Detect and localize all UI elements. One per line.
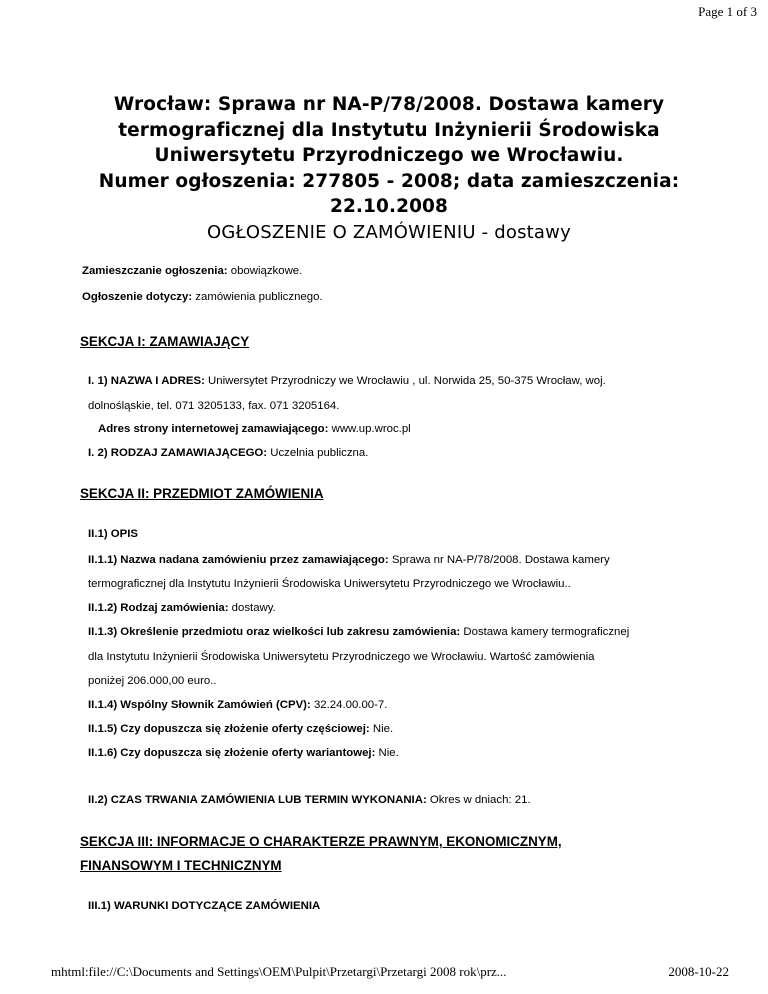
section-2-1-1: II.1.1) Nazwa nadana zamówieniu przez zamawiającego: Sprawa nr NA-P/78/2008. Dostawa kamery	[88, 554, 610, 566]
section-2-1-3-cont-2: poniżej 206.000,00 euro..	[88, 675, 217, 687]
section-2-1-1-cont: termograficznej dla Instytutu Inżynierii Środowiska Uniwersytetu Przyrodniczego we Wrocławiu..	[88, 578, 571, 590]
title-line-2: termograficznej dla Instytutu Inżynierii Środowiska	[118, 119, 660, 141]
title-line-4: Numer ogłoszenia: 277805 - 2008; data zamieszczenia:	[98, 170, 680, 192]
section-3-heading-line-1: SEKCJA III: INFORMACJE O CHARAKTERZE PRAWNYM, EKONOMICZNYM,	[80, 834, 562, 849]
section-1-type: I. 2) RODZAJ ZAMAWIAJĄCEGO: Uczelnia publiczna.	[88, 447, 369, 459]
section-2-1-2: II.1.2) Rodzaj zamówienia: dostawy.	[88, 602, 276, 614]
section-3-1: III.1) WARUNKI DOTYCZĄCE ZAMÓWIENIA	[88, 900, 321, 912]
section-2-heading: SEKCJA II: PRZEDMIOT ZAMÓWIENIA	[80, 486, 324, 501]
section-1-name-address-cont: dolnośląskie, tel. 071 3205133, fax. 071 3205164.	[88, 400, 340, 412]
title-line-5: 22.10.2008	[329, 196, 449, 217]
section-2-1-6: II.1.6) Czy dopuszcza się złożenie oferty wariantowej: Nie.	[88, 747, 399, 759]
section-2-1-3: II.1.3) Określenie przedmiotu oraz wielkości lub zakresu zamówienia: Dostawa kamery termograficznej	[88, 626, 630, 638]
title-line-1: Wrocław: Sprawa nr NA-P/78/2008. Dostawa kamery	[113, 94, 665, 115]
section-2-1-5: II.1.5) Czy dopuszcza się złożenie oferty częściowej: Nie.	[88, 723, 394, 735]
section-1-website: Adres strony internetowej zamawiającego: www.up.wroc.pl	[98, 423, 411, 435]
footer-date: 2008-10-22	[668, 964, 729, 979]
section-2-opis: II.1) OPIS	[88, 528, 139, 540]
section-2-2: II.2) CZAS TRWANIA ZAMÓWIENIA LUB TERMIN WYKONANIA: Okres w dniach: 21.	[88, 794, 531, 806]
page-footer	[51, 964, 729, 980]
section-2-1-4: II.1.4) Wspólny Słownik Zamówień (CPV): 32.24.00.00-7.	[88, 699, 388, 711]
intro-zamieszczanie: Zamieszczanie ogłoszenia: obowiązkowe.	[82, 265, 303, 277]
section-1-heading: SEKCJA I: ZAMAWIAJĄCY	[80, 334, 250, 349]
document-subtitle: OGŁOSZENIE O ZAMÓWIENIU - dostawy	[207, 221, 571, 243]
page-number: Page 1 of 3	[698, 4, 757, 19]
intro-dotyczy: Ogłoszenie dotyczy: zamówienia publicznego.	[82, 291, 323, 303]
section-3-heading-line-2: FINANSOWYM I TECHNICZNYM	[80, 858, 282, 873]
document-title	[80, 92, 698, 246]
footer-path: mhtml:file://C:\Documents and Settings\OEM\Pulpit\Przetargi\Przetargi 2008 rok\prz...	[51, 964, 507, 979]
title-line-3: Uniwersytetu Przyrodniczego we Wrocławiu.	[154, 145, 624, 166]
section-2-1-3-cont-1: dla Instytutu Inżynierii Środowiska Uniwersytetu Przyrodniczego we Wrocławiu. Wartość zamówienia	[88, 651, 595, 663]
section-1-name-address: I. 1) NAZWA I ADRES: Uniwersytet Przyrodniczy we Wrocławiu , ul. Norwida 25, 50-375 Wrocław, woj.	[88, 375, 606, 387]
